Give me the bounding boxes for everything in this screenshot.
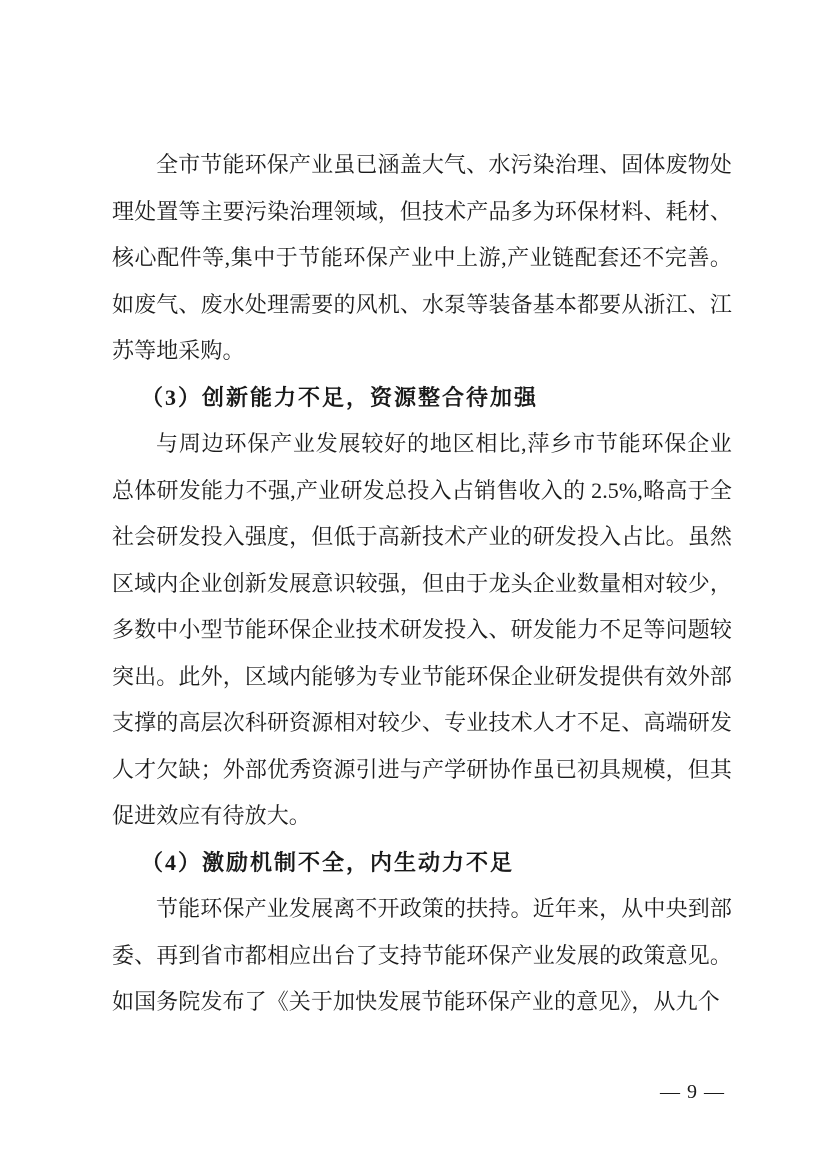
section-heading-3-innovation: （3）创新能力不足，资源整合待加强 xyxy=(141,384,539,410)
paragraph-industry-coverage: 全市节能环保产业虽已涵盖大气、水污染治理、固体废物处理处置等主要污染治理领域，但技术产品多为环保材料、耗材、核心配件等,集中于节能环保产业中上游,产业链配套还不完善。如废气、废水处理需要的风机、水泵等装备基本都要从浙江、江苏等地采购。 xyxy=(112,152,732,363)
paragraph-policy-support: 节能环保产业发展离不开政策的扶持。近年来，从中央到部委、再到省市都相应出台了支持节能环保产业发展的政策意见。如国务院发布了《关于加快发展节能环保产业的意见》，从九个 xyxy=(112,896,732,1014)
page-number: — 9 — xyxy=(660,1081,725,1103)
document-content xyxy=(112,142,732,1026)
section-heading-4-incentive: （4）激励机制不全，内生动力不足 xyxy=(141,849,515,875)
paragraph-innovation-shortage: 与周边环保产业发展较好的地区相比,萍乡市节能环保企业总体研发能力不强,产业研发总投入占销售收入的 2.5%,略高于全社会研发投入强度，但低于高新技术产业的研发投入占比。虽然区域内企业创新发展意识较强，但由于龙头企业数量相对较少，多数中小型节能环保企业技术研发投入、研发能力不足等问题较突出。此外，区域内能够为专业节能环保企业研发提供有效外部支撑的高层次科研资源相对较少、专业技术人才不足、高端研发人才欠缺；外部优秀资源引进与产学研协作虽已初具规模，但其促进效应有待放大。 xyxy=(112,431,732,828)
